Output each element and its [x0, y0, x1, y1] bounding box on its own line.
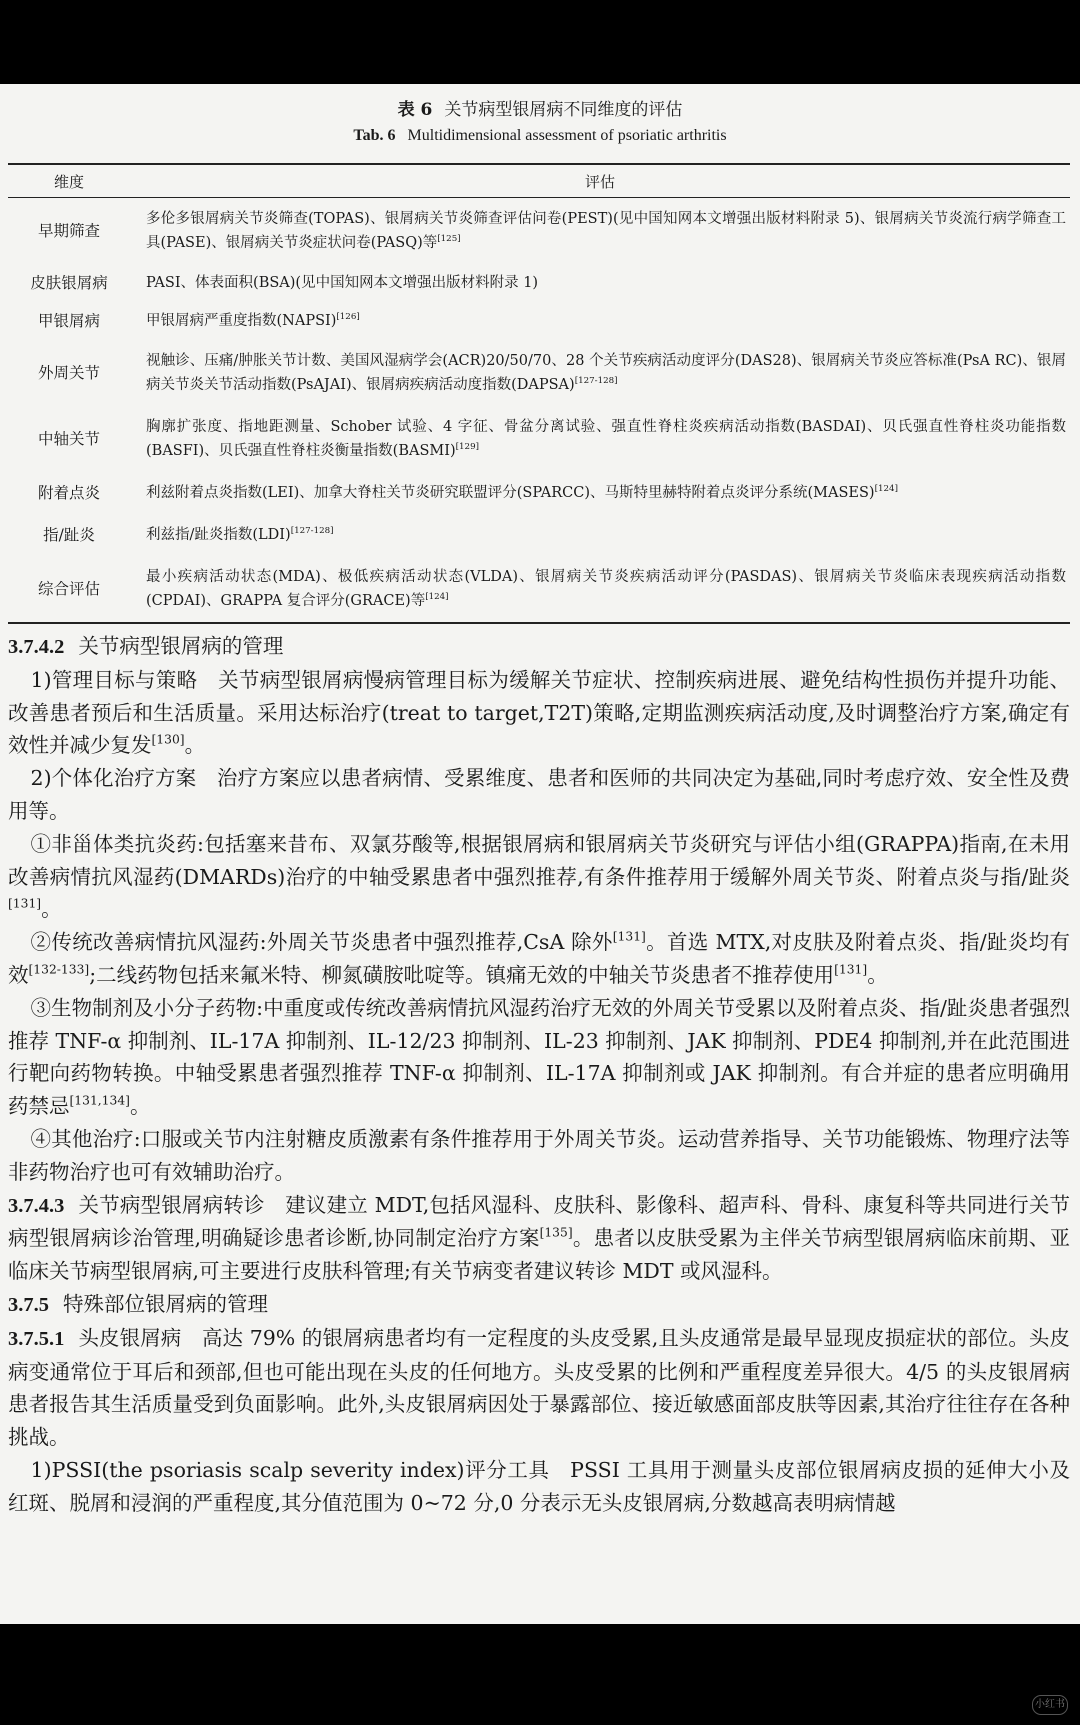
paragraph-text: 治疗方案应以患者病情、受累维度、患者和医师的共同决定为基础,同时考虑疗效、安全性及费用等。: [8, 766, 1071, 823]
paragraph-referral: [8, 1189, 1070, 1288]
assessment-text: 甲银屑病严重度指数(NAPSI): [146, 313, 337, 329]
row-dimension: 外周关节: [37, 364, 100, 382]
citation: [131,134]: [69, 1093, 130, 1108]
paragraph-text: ③生物制剂及小分子药物:中重度或传统改善病情抗风湿药治疗无效的外周关节受累以及附着点炎、指/趾炎患者强烈推荐 TNF-α 抑制剂、IL-17A 抑制剂、IL-12/23 抑制剂、IL-23 抑制剂、JAK 抑制剂、PDE4 抑制剂,并在此范围进行靶向药物转换。中轴受累患者强烈推荐 TNF-α 抑制剂、IL-17A 抑制剂或 JAK 抑制剂。有合并症的患者应明确用药禁忌: [8, 995, 1070, 1119]
watermark-badge: 小红书: [1032, 1695, 1068, 1715]
citation: [125]: [437, 233, 461, 244]
row-dimension: 皮肤银屑病: [30, 274, 108, 292]
table-row: [8, 556, 1070, 623]
paragraph-text: PSSI 工具用于测量头皮部位银屑病皮损的延伸大小及红斑、脱屑和浸润的严重程度,其分值范围为 0~72 分,0 分表示无头皮银屑病,分数越高表明病情越: [8, 1457, 1070, 1515]
citation: [127-128]: [574, 375, 618, 386]
row-assessment: [130, 302, 1070, 340]
paragraph-csdmards: [8, 926, 1070, 992]
citation: [124]: [425, 591, 449, 602]
paragraph-biologics: [8, 992, 1070, 1123]
body-text: [8, 630, 1070, 1520]
table-row: [8, 302, 1070, 340]
table-row: [8, 514, 1070, 556]
row-assessment: [130, 472, 1070, 514]
table-row: [8, 340, 1070, 406]
row-dimension: 指/趾炎: [43, 526, 95, 544]
paragraph-text: 。: [184, 733, 206, 758]
assessment-text: 多伦多银屑病关节炎筛查(TOPAS)、银屑病关节炎筛查评估问卷(PEST)(见中国知网本文增强出版材料附录 5)、银屑病关节炎流行病学筛查工具(PASE)、银屑病关节炎症状问卷(PASQ)等: [146, 211, 1066, 251]
citation: [131]: [834, 962, 868, 977]
table-row: [8, 198, 1070, 265]
section-number: 3.7.5.1: [8, 1327, 65, 1350]
paragraph-text: ④其他治疗:口服或关节内注射糖皮质激素有条件推荐用于外周关节炎。运动营养指导、关节功能锻炼、物理疗法等非药物治疗也可有效辅助治疗。: [8, 1126, 1070, 1184]
paragraph-text: ②传统改善病情抗风湿药:外周关节炎患者中强烈推荐,CsA 除外: [30, 930, 613, 955]
paragraph-text: 。: [867, 962, 888, 987]
paragraph-individual-plan: [8, 762, 1070, 828]
paragraph-text: 建议建立 MDT,包括风湿科、皮肤科、影像科、超声科、骨科、康复科等共同进行关节病型银屑病诊治管理,明确疑诊患者诊断,协同制定治疗方案: [8, 1192, 1070, 1251]
paragraph-text: 。: [41, 897, 62, 922]
citation: [124]: [874, 483, 898, 494]
paragraph-nsaids: [8, 828, 1070, 926]
bottom-black-bar: [0, 1624, 1080, 1725]
citation: [130]: [151, 732, 185, 747]
row-dimension: 早期筛查: [37, 222, 100, 240]
citation: [132-133]: [28, 962, 90, 977]
table-title-en: Multidimensional assessment of psoriatic arthritis: [407, 127, 727, 144]
table-caption-zh: [0, 97, 1080, 123]
paragraph-other-treatments: [8, 1123, 1070, 1189]
section-title: 特殊部位银屑病的管理: [63, 1291, 268, 1316]
section-number: 3.7.5: [8, 1293, 49, 1316]
row-dimension: 综合评估: [8, 556, 130, 623]
paragraph-lead: 2)个体化治疗方案: [30, 766, 197, 791]
row-dimension: 附着点炎: [37, 484, 100, 502]
assessment-text: 利兹附着点炎指数(LEI)、加拿大脊柱关节炎研究联盟评分(SPARCC)、马斯特里赫特附着点炎评分系统(MASES): [146, 485, 875, 501]
paragraph-lead: 1)PSSI(the psoriasis scalp severity index)评分工具: [30, 1457, 550, 1482]
assessment-table: [8, 163, 1070, 624]
table-label-zh: 表 6: [397, 100, 433, 120]
paragraph-text: 。患者以皮肤受累为主伴关节病型银屑病临床前期、亚临床关节病型银屑病,可主要进行皮肤科管理;有关节病变者建议转诊 MDT 或风湿科。: [8, 1226, 1070, 1284]
row-assessment: [130, 264, 1070, 302]
header-dimension: 维度: [8, 164, 130, 198]
table-label-en: Tab. 6: [353, 127, 396, 144]
paragraph-scalp-psoriasis: [8, 1322, 1070, 1454]
table-row: [8, 264, 1070, 302]
assessment-text: 视触诊、压痛/肿胀关节计数、美国风湿病学会(ACR)20/50/70、28 个关节疾病活动度评分(DAS28)、银屑病关节炎应答标准(PsA RC)、银屑病关节炎关节活动指数(PsAJAI)、银屑病疾病活动度指数(DAPSA): [146, 353, 1066, 393]
paragraph-pssi: [8, 1454, 1070, 1520]
header-assessment: 评估: [130, 164, 1070, 198]
section-number: 3.7.4.2: [8, 636, 65, 658]
table-row: [8, 406, 1070, 472]
table-caption-en: [0, 123, 1080, 149]
table-title-zh: 关节病型银屑病不同维度的评估: [444, 100, 683, 120]
citation: [126]: [336, 311, 360, 322]
citation: [129]: [455, 441, 479, 452]
citation: [131]: [612, 929, 646, 944]
row-dimension: 中轴关节: [37, 430, 100, 448]
section-heading-3742: [8, 630, 1070, 664]
paragraph-text: ;二线药物包括来氟米特、柳氮磺胺吡啶等。镇痛无效的中轴关节炎患者不推荐使用: [89, 962, 835, 987]
paragraph-text: ①非甾体类抗炎药:包括塞来昔布、双氯芬酸等,根据银屑病和银屑病关节炎研究与评估小组(GRAPPA)指南,在未用改善病情抗风湿药(DMARDs)治疗的中轴受累患者中强烈推荐,有条件推荐用于缓解外周关节炎、附着点炎与指/趾炎: [8, 831, 1070, 889]
row-dimension: 甲银屑病: [37, 312, 100, 330]
row-assessment: [130, 340, 1070, 406]
citation: [135]: [539, 1225, 573, 1240]
table-row: [8, 472, 1070, 514]
table-header-row: [8, 164, 1070, 198]
section-title: 关节病型银屑病转诊: [78, 1192, 265, 1217]
citation: [127-128]: [290, 525, 334, 536]
row-assessment: [130, 198, 1070, 265]
citation: [131]: [8, 896, 42, 911]
table-caption: [0, 97, 1080, 149]
assessment-text: 最小疾病活动状态(MDA)、极低疾病活动状态(VLDA)、银屑病关节炎疾病活动评分(PASDAS)、银屑病关节炎临床表现疾病活动指数(CPDAI)、GRAPPA 复合评分(GRACE)等: [146, 569, 1066, 609]
section-title: 关节病型银屑病的管理: [78, 634, 284, 658]
assessment-text: 胸廓扩张度、指地距测量、Schober 试验、4 字征、骨盆分离试验、强直性脊柱炎疾病活动指数(BASDAI)、贝氏强直性脊柱炎功能指数(BASFI)、贝氏强直性脊柱炎衡量指数(BASMI): [146, 419, 1066, 459]
paragraph-lead: 1)管理目标与策略: [30, 667, 198, 692]
section-title: 头皮银屑病: [78, 1325, 182, 1350]
paragraph-text: 。首选 MTX,对皮肤及附着点炎、指/趾炎均有效: [8, 930, 1071, 987]
section-number: 3.7.4.3: [8, 1194, 65, 1217]
paragraph-text: 。: [129, 1094, 151, 1119]
top-black-bar: [0, 0, 1080, 84]
section-heading-375: [8, 1288, 1070, 1322]
row-assessment: [130, 514, 1070, 556]
assessment-text: PASI、体表面积(BSA)(见中国知网本文增强出版材料附录 1): [146, 275, 539, 291]
paragraph-text: 关节病型银屑病慢病管理目标为缓解关节症状、控制疾病进展、避免结构性损伤并提升功能、改善患者预后和生活质量。采用达标治疗(treat to target,T2T)策略,定期监测疾病活动度,及时调整治疗方案,确定有效性并减少复发: [8, 667, 1070, 758]
row-assessment: [130, 556, 1070, 623]
paragraph-management-goals: [8, 664, 1070, 762]
paragraph-text: 高达 79% 的银屑病患者均有一定程度的头皮受累,且头皮通常是最早显现皮损症状的部位。头皮病变通常位于耳后和颈部,但也可能出现在头皮的任何地方。头皮受累的比例和严重程度差异很大。4/5 的头皮银屑病患者报告其生活质量受到负面影响。此外,头皮银屑病因处于暴露部位、接近敏感面部皮肤等因素,其治疗往往存在各种挑战。: [8, 1325, 1070, 1450]
row-assessment: [130, 406, 1070, 472]
document-page: [0, 84, 1080, 1624]
assessment-text: 利兹指/趾炎指数(LDI): [146, 527, 291, 543]
